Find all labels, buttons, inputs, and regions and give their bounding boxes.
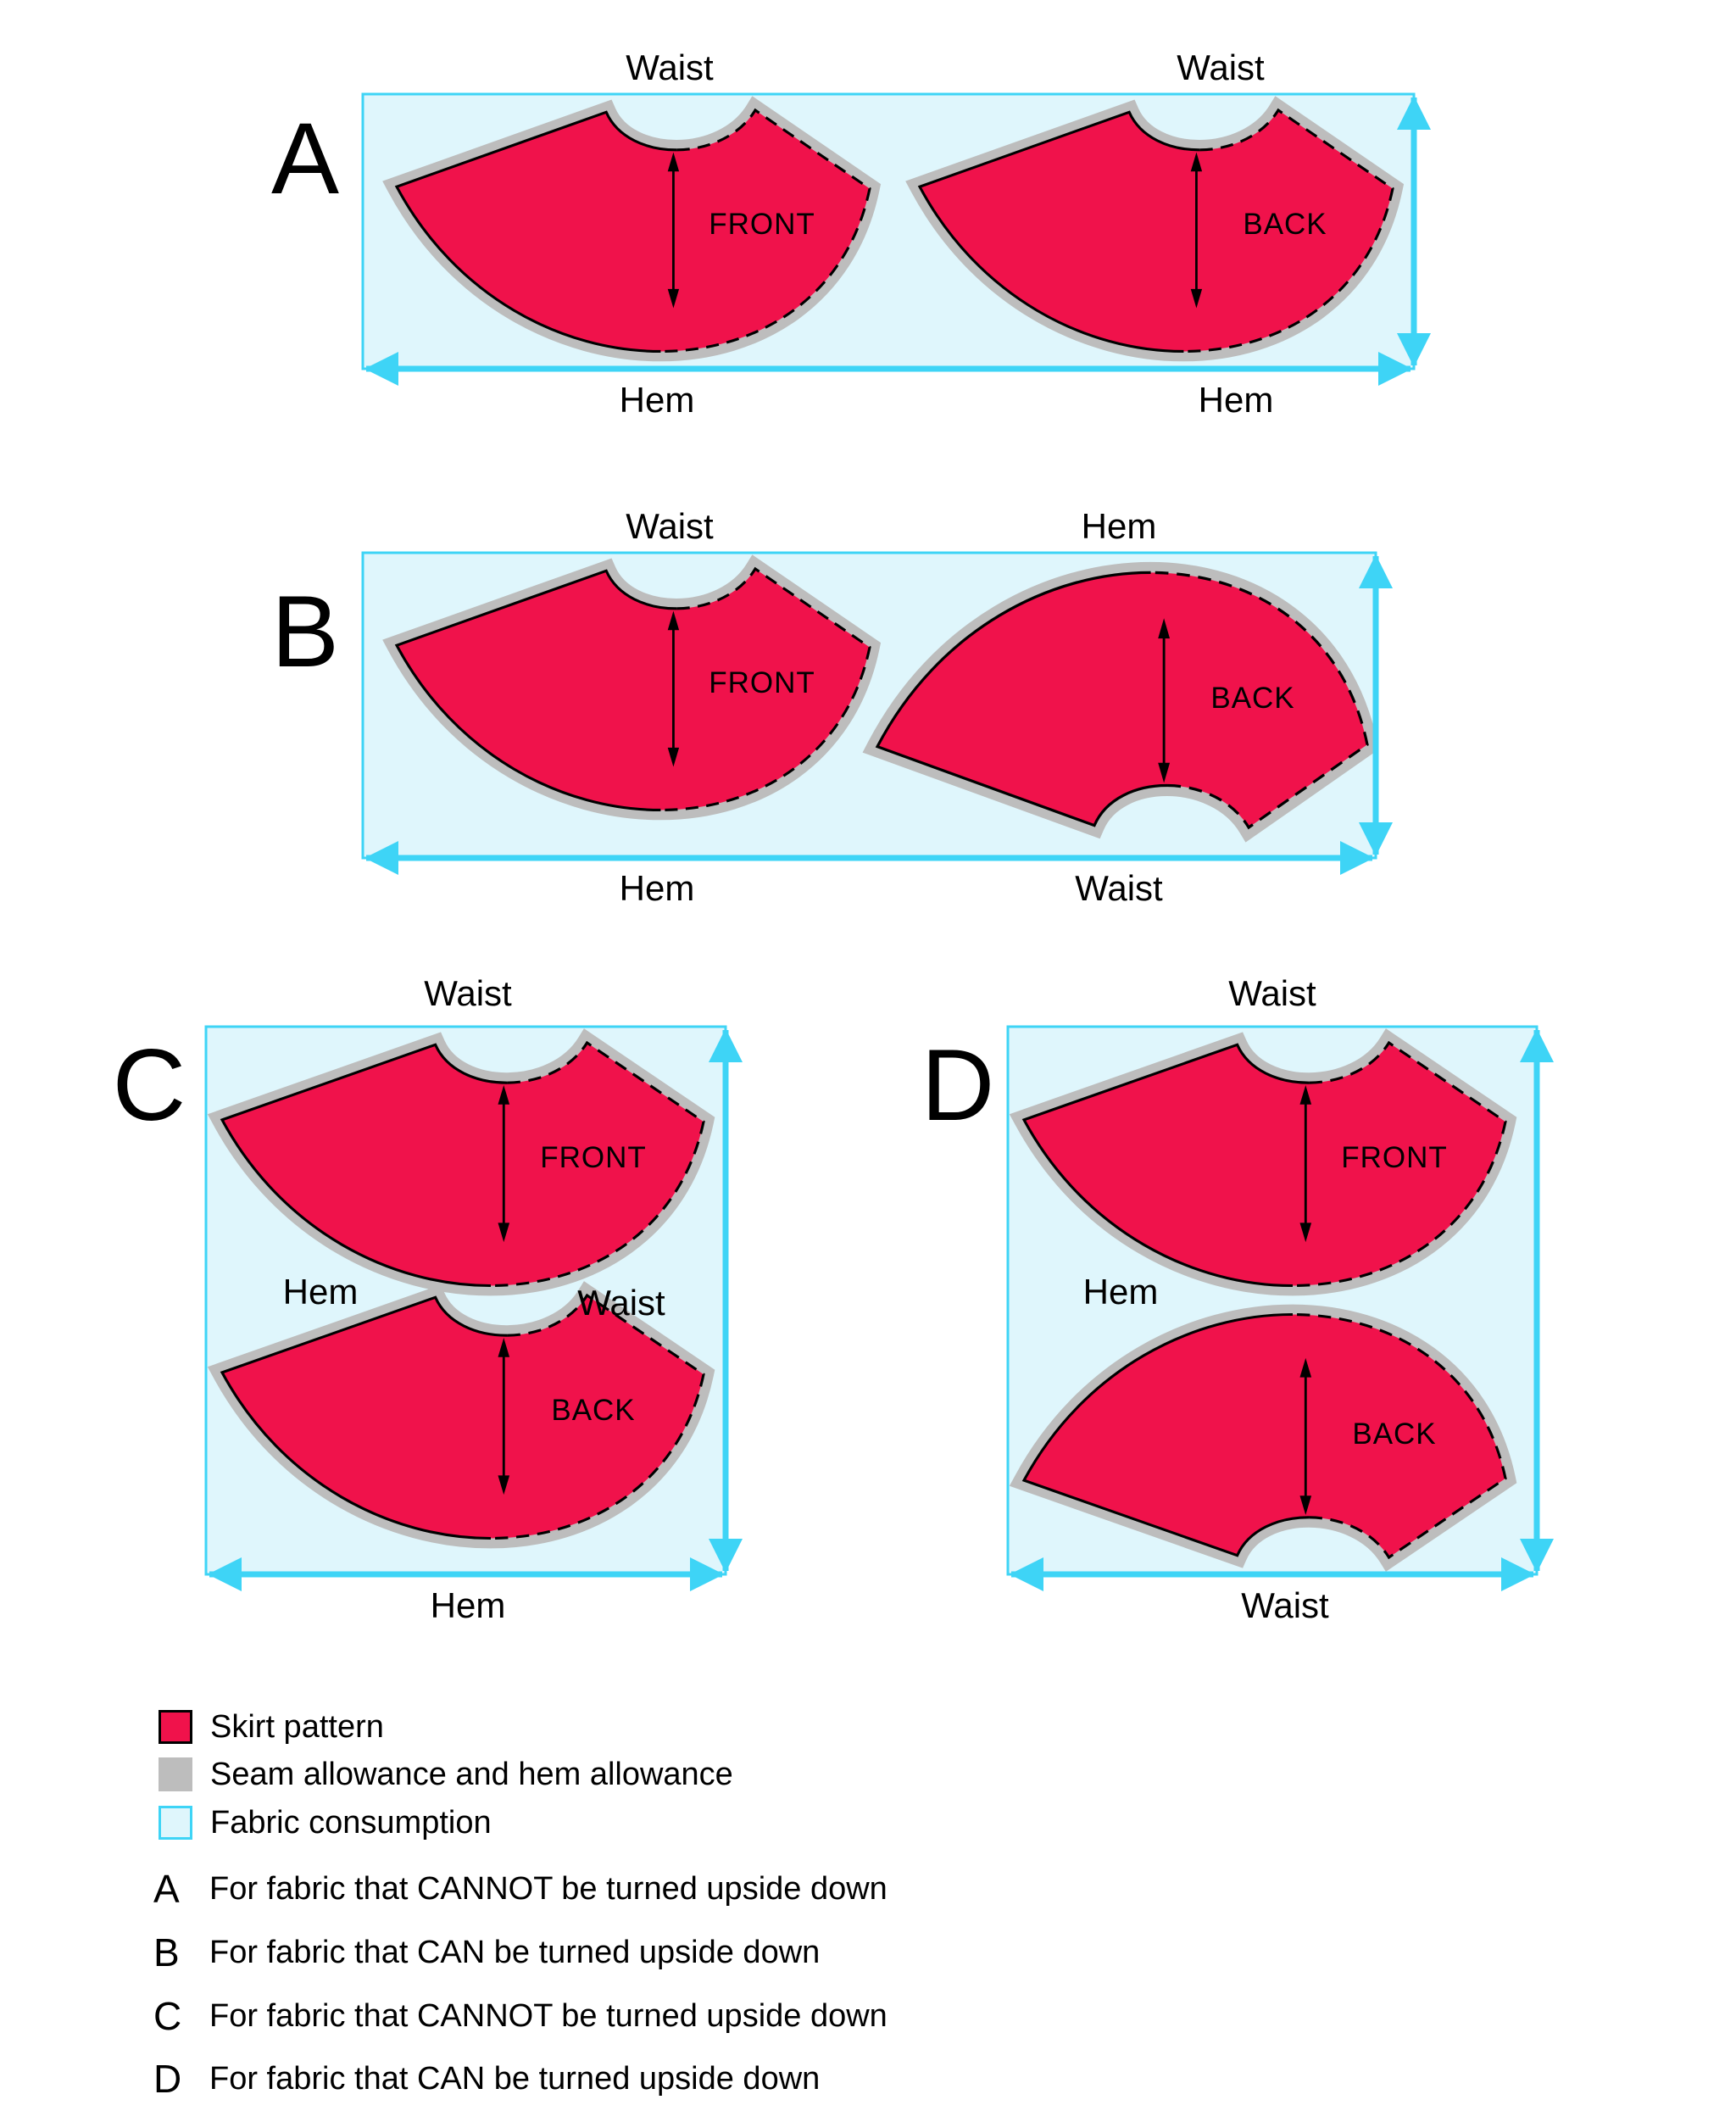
b-back-label: BACK: [1210, 682, 1295, 715]
d-waist-label-top: Waist: [1228, 973, 1316, 1013]
a-waist-label-front: Waist: [626, 47, 714, 87]
a-waist-label-back: Waist: [1177, 47, 1265, 87]
note-text: For fabric that CANNOT be turned upside down: [209, 1998, 887, 2034]
c-front-label: FRONT: [540, 1141, 647, 1174]
c-hem-label-mid: Hem: [282, 1272, 359, 1312]
legend-row-fabric-consumption: [159, 1805, 492, 1841]
note-row-d: [153, 2055, 820, 2103]
note-letter: D: [153, 2057, 182, 2101]
note-text: For fabric that CANNOT be turned upside down: [209, 1871, 887, 1907]
note-row-b: [153, 1929, 820, 1976]
a-front-label: FRONT: [709, 208, 815, 241]
diagram-a-letter: A: [270, 102, 340, 215]
b-waist-label-top: Waist: [626, 506, 714, 546]
note-letter: B: [153, 1930, 180, 1974]
legend-label: Seam allowance and hem allowance: [210, 1757, 733, 1792]
diagram-d-letter: D: [921, 1028, 995, 1142]
note-letter: A: [153, 1867, 180, 1911]
diagram-c-letter: C: [112, 1028, 186, 1142]
d-waist-label-bottom: Waist: [1241, 1585, 1329, 1625]
c-back-label: BACK: [551, 1394, 636, 1427]
d-hem-label-mid: Hem: [1082, 1272, 1159, 1312]
c-waist-label-top: Waist: [424, 973, 512, 1013]
diagram-b-letter: B: [270, 575, 340, 688]
b-hem-label-bottom: Hem: [619, 868, 695, 908]
c-hem-label-bottom: Hem: [430, 1585, 506, 1625]
legend-row-seam-allowance: [159, 1757, 733, 1792]
note-row-c: [153, 1992, 887, 2040]
legend-label: Skirt pattern: [210, 1709, 384, 1745]
a-back-label: BACK: [1243, 208, 1327, 241]
legend-row-skirt-pattern: [159, 1709, 384, 1745]
legend-label: Fabric consumption: [210, 1805, 492, 1841]
seam-allowance-swatch-icon: [159, 1757, 192, 1791]
a-hem-label-back: Hem: [1198, 380, 1274, 420]
a-hem-label-front: Hem: [619, 380, 695, 420]
d-back-label: BACK: [1352, 1417, 1437, 1451]
b-waist-label-bottom: Waist: [1075, 868, 1163, 908]
b-hem-label-top: Hem: [1081, 506, 1157, 546]
note-row-a: [153, 1865, 887, 1913]
b-front-label: FRONT: [709, 666, 815, 699]
fabric-consumption-swatch-icon: [159, 1806, 192, 1840]
note-letter: C: [153, 1994, 182, 2038]
d-front-label: FRONT: [1341, 1141, 1448, 1174]
skirt-pattern-swatch-icon: [159, 1710, 192, 1744]
note-text: For fabric that CAN be turned upside down: [209, 1935, 821, 1970]
c-waist-label-mid: Waist: [577, 1283, 665, 1323]
note-text: For fabric that CAN be turned upside down: [209, 2061, 821, 2097]
